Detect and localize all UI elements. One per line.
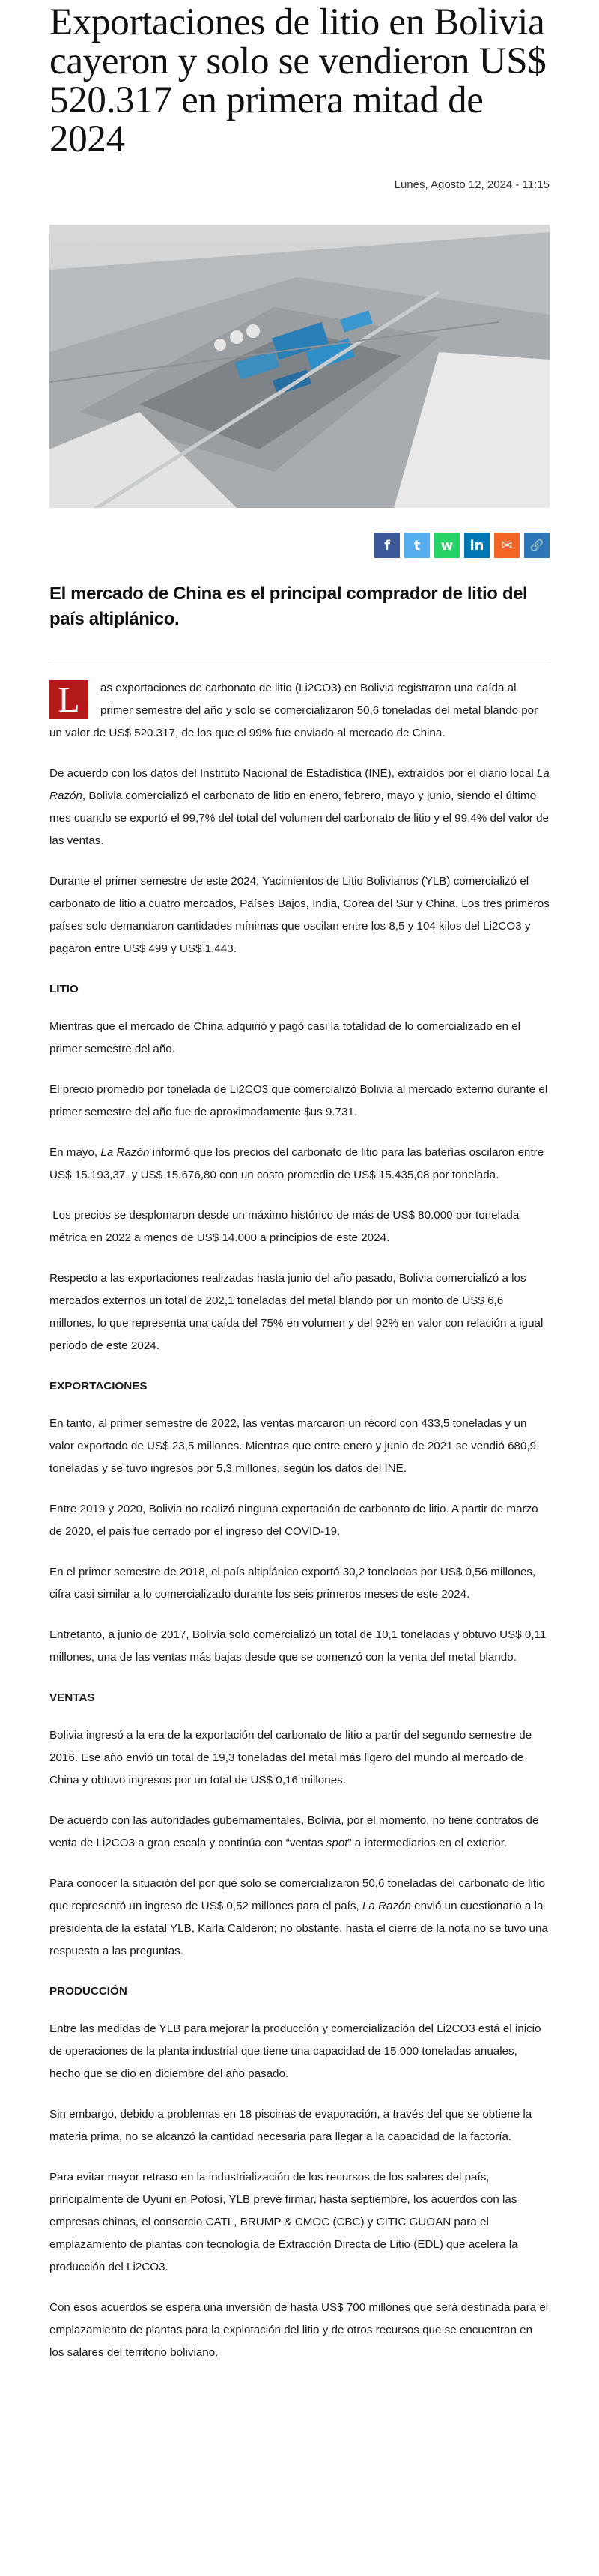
paragraph: Con esos acuerdos se espera una inversión de hasta US$ 700 millones que será destinada para el emplazamiento de plantas para la explotación del litio y de otros recursos que se encuentran en los salares del territorio boliviano. [49,2301,549,2359]
section-heading: EXPORTACIONES [49,1380,148,1392]
paragraph: En tanto, al primer semestre de 2022, las ventas marcaron un récord con 433,5 toneladas y un valor exportado de US$ 23,5 millones. Mientras que entre enero y junio de 2021 se vendió 680,9 toneladas y se tuvo ingresos por 5,3 millones, según los datos del INE. [49,1417,537,1475]
paragraph: Entre 2019 y 2020, Bolivia no realizó ninguna exportación de carbonato de litio. A partir de marzo de 2020, el país fue cerrado por el ingreso del COVID-19. [49,1503,538,1538]
lithium-plant-aerial-image [49,225,550,508]
article-date: Lunes, Agosto 12, 2024 - 11:15 [394,178,550,191]
paragraph: Entretanto, a junio de 2017, Bolivia solo comercializó un total de 10,1 toneladas y obtuvo US$ 0,11 millones, una de las ventas más bajas desde que se comenzó con la venta del metal blando. [49,1628,547,1664]
paragraph: Entre las medidas de YLB para mejorar la producción y comercialización del Li2CO3 está el inicio de operaciones de la planta industrial que tiene una capacidad de 15.000 toneladas anuales, hecho que se dio en diciembre del año pasado. [49,2022,541,2080]
article-body [49,677,550,2382]
linkedin-share-icon[interactable]: in [464,533,490,558]
newspaper-name: La Razón [362,1900,411,1912]
paragraph-text: De acuerdo con las autoridades gubernamentales, Bolivia, por el momento, no tiene contratos de venta de Li2CO3 a gran escala y continúa con “ventas [49,1814,539,1849]
email-share-icon[interactable]: ✉ [494,533,520,558]
section-heading: PRODUCCIÓN [49,1985,127,1998]
paragraph: Sin embargo, debido a problemas en 18 piscinas de evaporación, a través del que se obtiene la materia prima, no se alcanzó la cantidad necesaria para llegar a la capacidad de la factoría. [49,2108,532,2143]
article-title: Exportaciones de litio en Bolivia cayeron y solo se vendieron US$ 520.317 en primera mitad de 2024 [49,1,547,160]
emphasis: spot [326,1837,348,1849]
paragraph: En el primer semestre de 2018, el país altiplánico exportó 30,2 toneladas por US$ 0,56 millones, cifra casi similar a lo comercializado durante los seis primeros meses de este 2024. [49,1566,536,1601]
paragraph [49,1810,550,1855]
paragraph-text: En mayo, [49,1146,101,1159]
paragraph: Mientras que el mercado de China adquirió y pagó casi la totalidad de lo comercializado en el primer semestre del año. [49,1020,520,1055]
article-photo [49,225,550,508]
whatsapp-share-icon[interactable]: w [434,533,460,558]
newspaper-name: La Razón [100,1146,150,1159]
article-lead: El mercado de China es el principal comprador de litio del país altiplánico. [49,584,528,629]
paragraph-text: De acuerdo con los datos del Instituto Nacional de Estadística (INE), extraídos por el diario local [49,767,537,780]
paragraph: El precio promedio por tonelada de Li2CO3 que comercializó Bolivia al mercado externo durante el primer semestre del año fue de aproximadamente $us 9.731. [49,1083,548,1118]
paragraph [49,677,550,745]
paragraph: Durante el primer semestre de este 2024, Yacimientos de Litio Bolivianos (YLB) comercializó el carbonato de litio a cuatro mercados, Países Bajos, India, Corea del Sur y China. Los tres primeros países solo demandaron cantidades mínimas que oscilan entre los 8,5 y 104 kilos del Li2CO3 y pagaron entre US$ 499 y US$ 1.443. [49,875,550,955]
paragraph-text: envió un cuestionario a la presidenta de la estatal YLB, Karla Calderón; no obstante, hasta el cierre de la nota no se tuvo una respuesta a las preguntas. [49,1900,548,1957]
copy-link-icon[interactable]: 🔗 [524,533,550,558]
paragraph [49,1142,550,1187]
section-heading: LITIO [49,983,79,995]
paragraph [49,1873,550,1963]
newspaper-name: La Razón [49,767,550,802]
facebook-share-icon[interactable]: f [374,533,400,558]
paragraph-text: informó que los precios del carbonato de litio para las baterías oscilaron entre US$ 15.193,37, y US$ 15.676,80 con un costo promedio de US$ 15.435,08 por tonelada. [49,1146,544,1181]
paragraph: Los precios se desplomaron desde un máximo histórico de más de US$ 80.000 por tonelada métrica en 2022 a menos de US$ 14.000 a principios de este 2024. [49,1209,523,1244]
paragraph [49,763,550,852]
paragraph-text: ” a intermediarios en el exterior. [347,1837,508,1849]
paragraph: Bolivia ingresó a la era de la exportación del carbonato de litio a partir del segundo semestre de 2016. Ese año envió un total de 19,3 toneladas del metal más ligero del mundo al mercado de China y obtuvo ingresos por un total de US$ 0,16 millones. [49,1729,532,1786]
paragraph-text: Para conocer la situación del por qué solo se comercializaron 50,6 toneladas del carbonato de litio que representó un ingreso de US$ 0,52 millones para el país, [49,1877,545,1912]
paragraph-text: , Bolivia comercializó el carbonato de litio en enero, febrero, mayo y junio, siendo el último mes cuando se exportó el 99,7% del total del volumen del carbonato de litio y el 99,4% del valor de las ventas. [49,790,549,847]
twitter-share-icon[interactable]: t [404,533,430,558]
drop-cap: L [49,680,88,719]
section-heading: VENTAS [49,1691,95,1704]
paragraph: Respecto a las exportaciones realizadas hasta junio del año pasado, Bolivia comercializó a los mercados externos un total de 202,1 toneladas del metal blando por un monto de US$ 6,6 millones, lo que representa una caída del 75% en volumen y del 92% en valor con relación a igual periodo de este 2024. [49,1272,544,1352]
paragraph-text: as exportaciones de carbonato de litio (Li2CO3) en Bolivia registraron una caída al primer semestre del año y solo se comercializaron 50,6 toneladas del metal blando por un valor de US$ 520.317, de los que el 99% fue enviado al mercado de China. [49,682,538,739]
paragraph: Para evitar mayor retraso en la industrialización de los recursos de los salares del país, principalmente de Uyuni en Potosí, YLB prevé firmar, hasta septiembre, los acuerdos con las empresas chinas, el consorcio CATL, BRUMP & CMOC (CBC) y CITIC GUOAN para el emplazamiento de plantas con tecnología de Extracción Directa de Litio (EDL) que acelera la producción del Li2CO3. [49,2171,518,2273]
share-bar [374,533,550,558]
